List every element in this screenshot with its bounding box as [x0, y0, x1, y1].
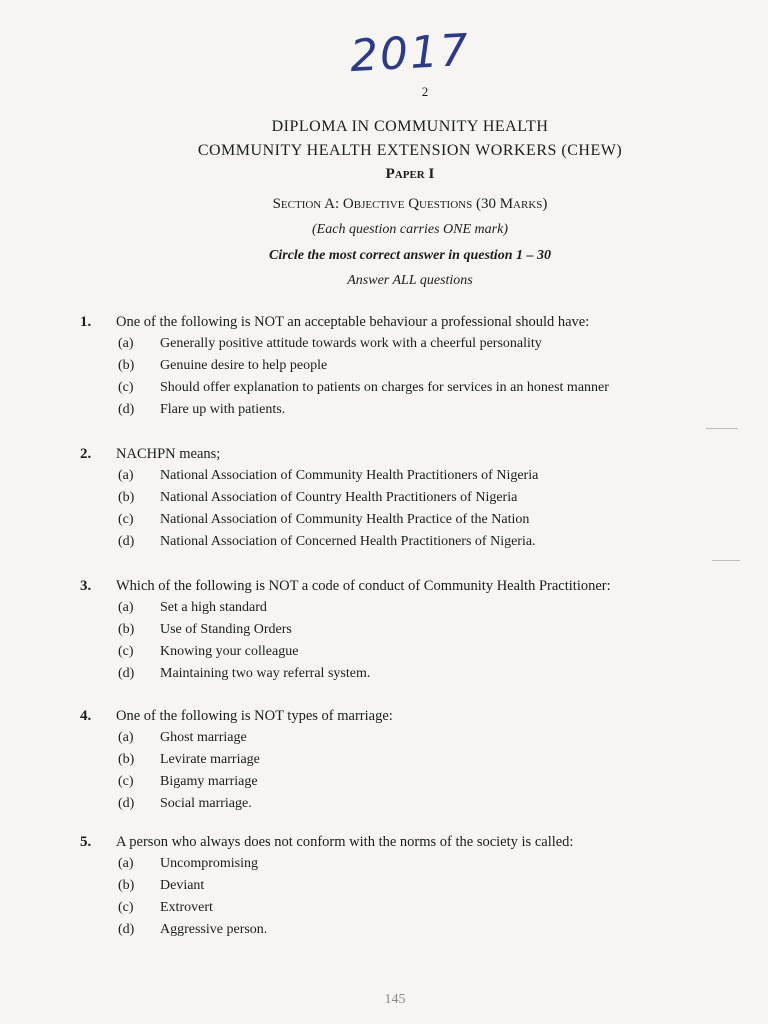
option-text: Knowing your colleague — [160, 644, 299, 659]
option-text: National Association of Concerned Health Practitioners of Nigeria. — [160, 534, 536, 549]
option-letter: (b) — [118, 358, 135, 373]
option-letter: (d) — [118, 402, 135, 417]
option-d[interactable] — [118, 402, 285, 418]
option-text: Set a high standard — [160, 600, 267, 615]
option-b[interactable] — [118, 358, 327, 374]
option-letter: (b) — [118, 490, 135, 505]
scan-artifact — [706, 428, 738, 429]
option-text: Bigamy marriage — [160, 774, 258, 789]
option-letter: (a) — [118, 600, 134, 615]
option-text: Genuine desire to help people — [160, 358, 328, 373]
option-d[interactable] — [118, 666, 370, 682]
diploma-title: DIPLOMA IN COMMUNITY HEALTH — [271, 118, 549, 135]
option-letter: (b) — [118, 622, 135, 637]
option-letter: (c) — [118, 900, 134, 915]
question-text: NACHPN means; — [116, 446, 221, 462]
option-b[interactable] — [118, 490, 517, 506]
option-letter: (a) — [118, 336, 134, 351]
option-d[interactable] — [118, 534, 536, 550]
footer-mark: 145 — [384, 992, 406, 1007]
answer-all-note: Answer ALL questions — [347, 273, 473, 288]
question-number: 1. — [80, 314, 92, 330]
option-c[interactable] — [118, 512, 529, 528]
option-letter: (d) — [118, 666, 135, 681]
option-text: National Association of Community Health Practitioners of Nigeria — [160, 468, 539, 483]
option-text: Flare up with patients. — [160, 402, 286, 417]
option-c[interactable] — [118, 380, 609, 396]
option-text: Deviant — [160, 878, 205, 893]
option-letter: (d) — [118, 534, 135, 549]
option-text: Use of Standing Orders — [160, 622, 292, 637]
option-letter: (c) — [118, 512, 134, 527]
question-text: One of the following is NOT an acceptable behaviour a professional should have: — [116, 314, 590, 330]
option-letter: (d) — [118, 796, 135, 811]
option-letter: (c) — [118, 644, 134, 659]
section-label: Section A: Objective Questions (30 Marks) — [272, 196, 548, 212]
option-c[interactable] — [118, 644, 298, 660]
handwritten-year: 2017 — [348, 24, 472, 83]
option-d[interactable] — [118, 922, 267, 938]
question-text: Which of the following is NOT a code of conduct of Community Health Practitioner: — [116, 578, 611, 594]
option-letter: (b) — [118, 752, 135, 767]
instruction: Circle the most correct answer in question 1 – 30 — [269, 248, 551, 263]
option-text: Levirate marriage — [160, 752, 260, 767]
program-title: COMMUNITY HEALTH EXTENSION WORKERS (CHEW) — [197, 142, 623, 159]
option-a[interactable] — [118, 600, 267, 616]
option-letter: (a) — [118, 730, 134, 745]
option-text: Maintaining two way referral system. — [160, 666, 371, 681]
option-c[interactable] — [118, 900, 213, 916]
option-d[interactable] — [118, 796, 252, 812]
option-b[interactable] — [118, 752, 260, 768]
option-b[interactable] — [118, 878, 204, 894]
option-a[interactable] — [118, 856, 258, 872]
option-letter: (d) — [118, 922, 135, 937]
question-text: One of the following is NOT types of marriage: — [116, 708, 393, 724]
page-number: 2 — [421, 84, 429, 99]
option-letter: (a) — [118, 468, 134, 483]
question-number: 3. — [80, 578, 92, 594]
option-text: National Association of Country Health Practitioners of Nigeria — [160, 490, 518, 505]
option-b[interactable] — [118, 622, 292, 638]
option-text: Should offer explanation to patients on charges for services in an honest manner — [160, 380, 609, 395]
option-text: Extrovert — [160, 900, 213, 915]
marks-note: (Each question carries ONE mark) — [312, 222, 508, 237]
scan-artifact — [712, 560, 740, 561]
option-c[interactable] — [118, 774, 258, 790]
option-text: Aggressive person. — [160, 922, 268, 937]
option-text: Generally positive attitude towards work with a cheerful personality — [160, 336, 542, 351]
option-letter: (c) — [118, 380, 134, 395]
option-letter: (b) — [118, 878, 135, 893]
question-number: 5. — [80, 834, 92, 850]
option-a[interactable] — [118, 730, 247, 746]
question-text: A person who always does not conform with the norms of the society is called: — [116, 834, 574, 850]
option-text: National Association of Community Health Practice of the Nation — [160, 512, 530, 527]
question-number: 4. — [80, 708, 92, 724]
option-letter: (c) — [118, 774, 134, 789]
option-text: Social marriage. — [160, 796, 252, 811]
option-a[interactable] — [118, 468, 538, 484]
question-number: 2. — [80, 446, 92, 462]
option-letter: (a) — [118, 856, 134, 871]
option-text: Uncompromising — [160, 856, 258, 871]
paper-label: Paper I — [385, 166, 435, 182]
option-a[interactable] — [118, 336, 542, 352]
option-text: Ghost marriage — [160, 730, 247, 745]
